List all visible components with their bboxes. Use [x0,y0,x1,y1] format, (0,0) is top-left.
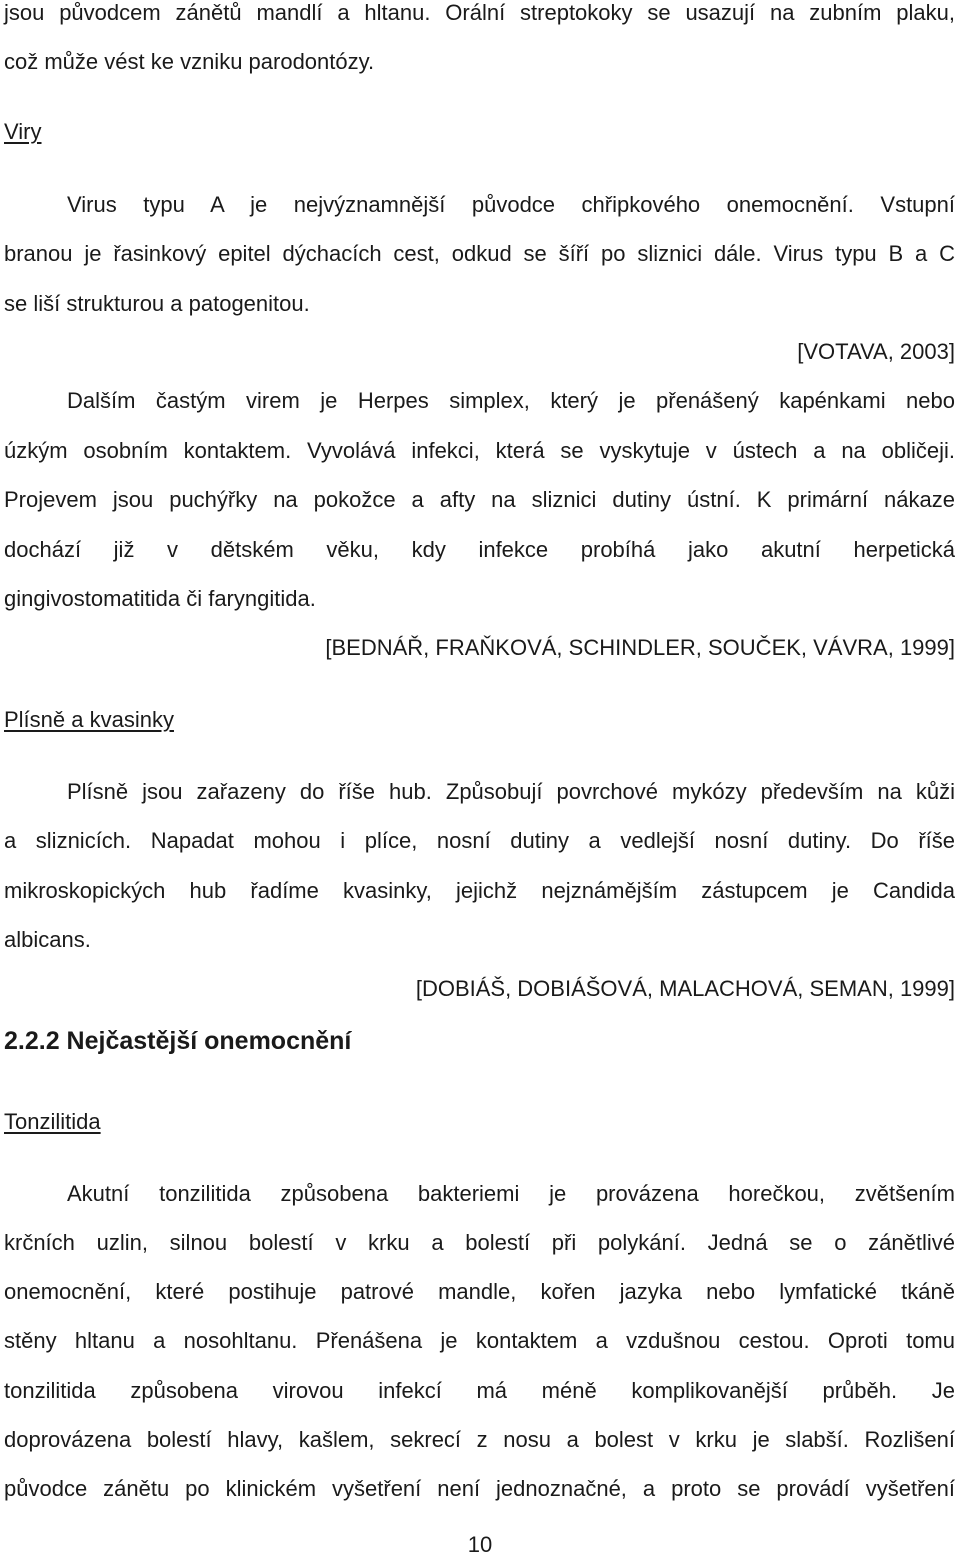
body-text-line: stěny hltanu a nosohltanu. Přenášena je kontaktem a vzdušnou cestou. Oproti tomu [4,1328,955,1353]
body-text-line: Plísně jsou zařazeny do říše hub. Způsobují povrchové mykózy především na kůži [67,779,955,804]
body-text-line: a sliznicích. Napadat mohou i plíce, nosní dutiny a vedlejší nosní dutiny. Do říše [4,828,955,853]
body-text-line: mikroskopických hub řadíme kvasinky, jejichž nejznámějším zástupcem je Candida [4,878,955,903]
body-text-line: gingivostomatitida či faryngitida. [4,586,316,611]
body-text-line: jsou původcem zánětů mandlí a hltanu. Orální streptokoky se usazují na zubním plaku, [4,0,955,25]
body-text-line: se liší strukturou a patogenitou. [4,291,310,316]
body-text-line: krčních uzlin, silnou bolestí v krku a bolestí při polykání. Jedná se o zánětlivé [4,1230,955,1255]
section-heading: Plísně a kvasinky [4,707,174,732]
body-text-line: onemocnění, které postihuje patrové mandle, kořen jazyka nebo lymfatické tkáně [4,1279,955,1304]
body-text-line: Dalším častým virem je Herpes simplex, který je přenášený kapénkami nebo [67,388,955,413]
body-text-line: branou je řasinkový epitel dýchacích cest, odkud se šíří po sliznici dále. Virus typu B a C [4,241,955,266]
body-text-line: Akutní tonzilitida způsobena bakteriemi je provázena horečkou, zvětšením [67,1181,955,1206]
body-text-line: úzkým osobním kontaktem. Vyvolává infekci, která se vyskytuje v ústech a na obličeji. [4,438,955,463]
page-number: 10 [467,1532,493,1557]
body-text-line: což může vést ke vzniku parodontózy. [4,49,375,74]
citation: [DOBIÁŠ, DOBIÁŠOVÁ, MALACHOVÁ, SEMAN, 1999] [415,976,955,1001]
body-text-line: dochází již v dětském věku, kdy infekce probíhá jako akutní herpetická [4,537,955,562]
body-text-line: doprovázena bolestí hlavy, kašlem, sekrecí z nosu a bolest v krku je slabší. Rozlišení [4,1427,955,1452]
body-text-line: tonzilitida způsobena virovou infekcí má méně komplikovanější průběh. Je [4,1378,955,1403]
body-text-line: Projevem jsou puchýřky na pokožce a afty na sliznici dutiny ústní. K primární nákaze [4,487,955,512]
body-text-line: albicans. [4,927,91,952]
citation: [VOTAVA, 2003] [797,339,955,364]
body-text-line: původce zánětu po klinickém vyšetření není jednoznačné, a proto se provádí vyšetření [4,1476,955,1501]
chapter-heading: 2.2.2 Nejčastější onemocnění [4,1027,352,1055]
section-heading: Tonzilitida [4,1109,101,1134]
section-heading: Viry [4,119,42,144]
citation: [BEDNÁŘ, FRAŇKOVÁ, SCHINDLER, SOUČEK, VÁVRA, 1999] [325,635,955,660]
body-text-line: Virus typu A je nejvýznamnější původce chřipkového onemocnění. Vstupní [67,192,955,217]
